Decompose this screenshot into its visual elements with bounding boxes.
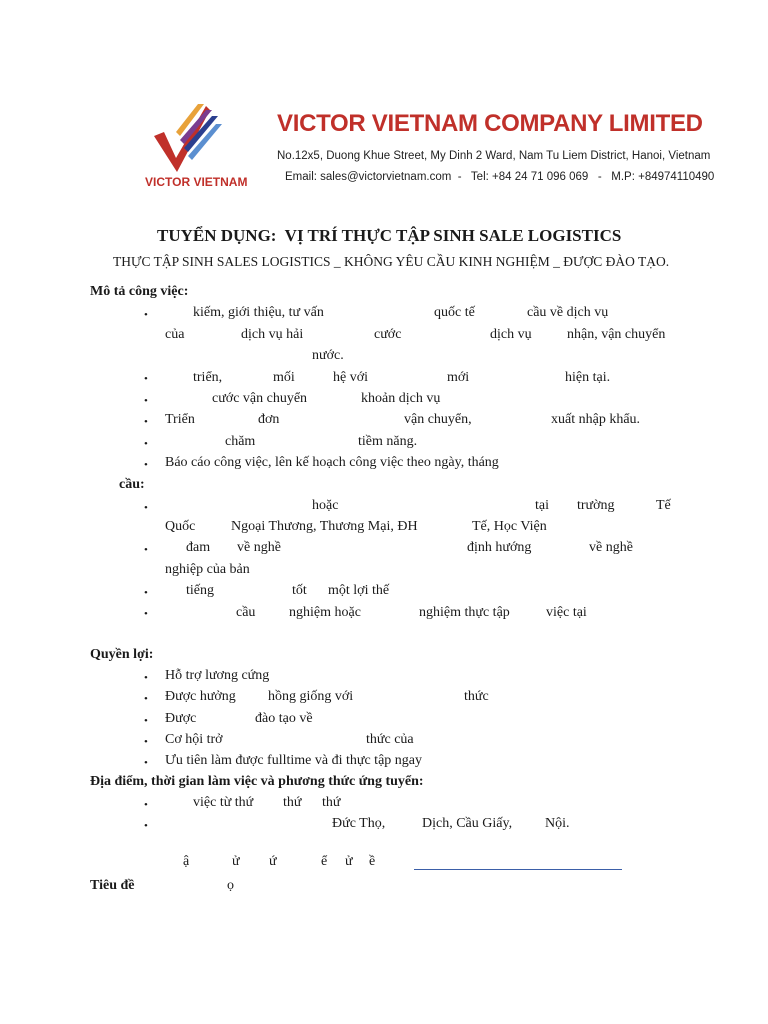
bullet-icon: • (144, 820, 148, 832)
list-item-text: thức của (366, 732, 414, 747)
footer-fragment: ứ (269, 854, 277, 869)
footer-fragment: ậ (183, 854, 190, 869)
bullet-icon: • (144, 672, 148, 684)
list-item-text: Nội. (545, 816, 570, 831)
list-item-text: mối (273, 370, 295, 385)
page-title: TUYỂN DỤNG: VỊ TRÍ THỰC TẬP SINH SALE LOGISTICS (157, 226, 622, 245)
section-heading-quyen-loi: Quyền lợi: (90, 647, 154, 662)
list-item-text: Tế (656, 498, 671, 513)
list-item-text: việc từ thứ (193, 795, 254, 810)
bullet-icon: • (144, 416, 148, 428)
page-subtitle: THỰC TẬP SINH SALES LOGISTICS _ KHÔNG YÊU CẦU KINH NGHIỆM _ ĐƯỢC ĐÀO TẠO. (113, 254, 670, 269)
bullet-icon: • (144, 544, 148, 556)
bullet-icon: • (144, 736, 148, 748)
footer-fragment: ử (232, 854, 240, 869)
subject-fragment: ọ (227, 878, 234, 893)
list-item-text: việc tại (546, 605, 587, 620)
list-item-text: mới (447, 370, 470, 385)
list-item-text: Dịch, Cầu Giấy, (422, 816, 513, 831)
subject-label: Tiêu đề (90, 878, 135, 893)
list-item-text: đam (186, 540, 211, 555)
list-item-text: Hỗ trợ lương cứng (165, 668, 270, 683)
list-item-text: về nghề (589, 540, 633, 555)
list-item-text: đơn (258, 412, 280, 427)
list-item-text: tiếng (186, 583, 214, 598)
list-item-text: hiện tại. (565, 370, 611, 385)
list-item-text: Tế, Học Viện (472, 519, 547, 534)
list-item-text: cầu (236, 605, 256, 620)
list-item-text: Cơ hội trở (165, 732, 223, 747)
logo-text: VICTOR VIETNAM (145, 175, 248, 189)
list-item-text: Quốc (165, 519, 196, 534)
company-logo (150, 102, 230, 174)
footer-fragment: ể (321, 854, 328, 869)
list-item-text: nghiệp của bản (165, 562, 250, 577)
bullet-icon: • (144, 395, 148, 407)
list-item-text: thức (464, 689, 489, 704)
bullet-icon: • (144, 309, 148, 321)
list-item-text: định hướng (467, 540, 532, 555)
list-item-text: Báo cáo công việc, lên kế hoạch công việc theo ngày, tháng (165, 455, 499, 470)
section-heading-mo-ta: Mô tả công việc: (90, 284, 189, 299)
list-item-text: cước (374, 327, 402, 342)
list-item-text: tại (535, 498, 549, 513)
bullet-icon: • (144, 502, 148, 514)
list-item-text: hệ với (333, 370, 369, 385)
list-item-text: đào tạo về (255, 711, 313, 726)
list-item-text: một lợi thế (328, 583, 390, 598)
company-address: No.12x5, Duong Khue Street, My Dinh 2 Ward, Nam Tu Liem District, Hanoi, Vietnam (277, 150, 711, 162)
footer-fragment: ử (345, 854, 353, 869)
list-item-text: Được (165, 711, 197, 726)
section-heading-dia-diem: Địa điểm, thời gian làm việc và phương thức ứng tuyển: (90, 774, 424, 789)
list-item-text: tiềm năng. (358, 434, 418, 449)
list-item-text: Đức Thọ, (332, 816, 386, 831)
list-item-text: trường (577, 498, 615, 513)
list-item-text: chăm (225, 434, 256, 449)
list-item-text: Được hưởng (165, 689, 236, 704)
bullet-icon: • (144, 438, 148, 450)
list-item-text: Ngoại Thương, Thương Mại, ĐH (231, 519, 418, 534)
bullet-icon: • (144, 373, 148, 385)
bullet-icon: • (144, 757, 148, 769)
list-item-text: nhận, vận chuyển (567, 327, 666, 342)
list-item-text: của (165, 327, 185, 342)
list-item-text: cước vận chuyển (212, 391, 308, 406)
footer-fragment: ề (369, 854, 376, 869)
list-item-text: nghiệm thực tập (419, 605, 510, 620)
list-item-text: Ưu tiên làm được fulltime và đi thực tập ngay (165, 753, 422, 768)
bullet-icon: • (144, 693, 148, 705)
list-item-text: nghiệm hoặc (289, 605, 361, 620)
company-name: VICTOR VIETNAM COMPANY LIMITED (277, 110, 703, 137)
list-item-text: kiếm, giới thiệu, tư vấn (193, 305, 324, 320)
bullet-icon: • (144, 587, 148, 599)
list-item-text: vận chuyển, (404, 412, 472, 427)
list-item-text: thứ (322, 795, 341, 810)
list-item-text: dịch vụ hải (241, 327, 304, 342)
bullet-icon: • (144, 608, 148, 620)
email-link-underline[interactable] (414, 869, 622, 870)
bullet-icon: • (144, 799, 148, 811)
list-item-text: khoản dịch vụ (361, 391, 441, 406)
list-item-text: xuất nhập khẩu. (551, 412, 641, 427)
list-item-text: hoặc (312, 498, 339, 513)
list-item-text: hồng giống với (268, 689, 354, 704)
list-item-text: cầu về dịch vụ (527, 305, 609, 320)
list-item-text: triển, (193, 370, 223, 385)
section-heading-yeu-cau: cầu: (119, 477, 145, 492)
list-item-text: nước. (312, 348, 344, 363)
list-item-text: về nghề (237, 540, 281, 555)
list-item-text: tốt (292, 583, 307, 598)
list-item-text: quốc tế (434, 305, 475, 320)
list-item-text: Triển (165, 412, 195, 427)
bullet-icon: • (144, 459, 148, 471)
list-item-text: dịch vụ (490, 327, 532, 342)
list-item-text: thứ (283, 795, 302, 810)
company-contact: Email: sales@victorvietnam.com - Tel: +84 24 71 096 069 - M.P: +84974110490 (285, 171, 715, 183)
bullet-icon: • (144, 715, 148, 727)
